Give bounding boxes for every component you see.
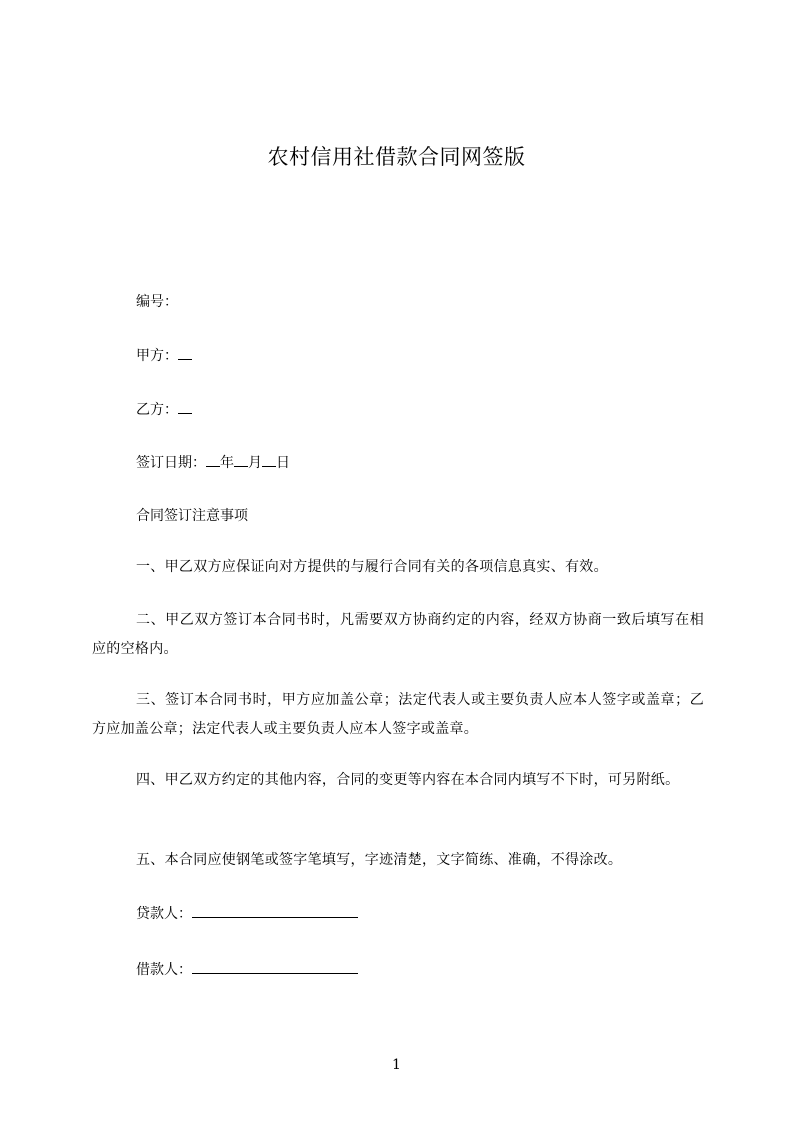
notice-item: 五、本合同应使钢笔或签字笔填写，字迹清楚，文字简练、准确，不得涂改。 [136, 852, 623, 868]
notice-heading: 合同签订注意事项 [136, 508, 248, 524]
party-a-blank [178, 345, 192, 360]
borrower-signature-line [136, 959, 358, 980]
notice-item: 四、甲乙双方约定的其他内容，合同的变更等内容在本合同内填写不下时，可另附纸。 [136, 772, 680, 788]
day-blank [262, 452, 276, 467]
party-a-label: 甲方： [136, 348, 178, 364]
lender-signature-blank [192, 903, 358, 918]
month-blank [234, 452, 248, 467]
party-b-line [136, 399, 192, 420]
contract-number-label: 编号： [136, 294, 178, 310]
lender-label: 贷款人： [136, 906, 192, 922]
day-char: 日 [276, 455, 290, 471]
page-number: 1 [392, 1057, 401, 1073]
borrower-signature-blank [192, 959, 358, 974]
month-char: 月 [248, 455, 262, 471]
party-b-blank [178, 399, 192, 414]
sign-date-line [136, 452, 290, 473]
year-char: 年 [220, 455, 234, 471]
notice-item: 一、甲乙双方应保证向对方提供的与履行合同有关的各项信息真实、有效。 [136, 559, 608, 575]
party-a-line [136, 345, 192, 366]
lender-signature-line [136, 903, 358, 924]
year-blank [206, 452, 220, 467]
notice-item: 三、签订本合同书时，甲方应加盖公章；法定代表人或主要负责人应本人签字或盖章；乙方应加盖公章；法定代表人或主要负责人应本人签字或盖章。 [92, 692, 704, 737]
contract-number-line [136, 292, 178, 312]
notice-item: 二、甲乙双方签订本合同书时，凡需要双方协商约定的内容，经双方协商一致后填写在相应的空格内。 [92, 612, 704, 657]
borrower-label: 借款人： [136, 962, 192, 978]
document-title: 农村信用社借款合同网签版 [267, 145, 526, 169]
sign-date-label: 签订日期： [136, 455, 206, 471]
party-b-label: 乙方： [136, 402, 178, 418]
